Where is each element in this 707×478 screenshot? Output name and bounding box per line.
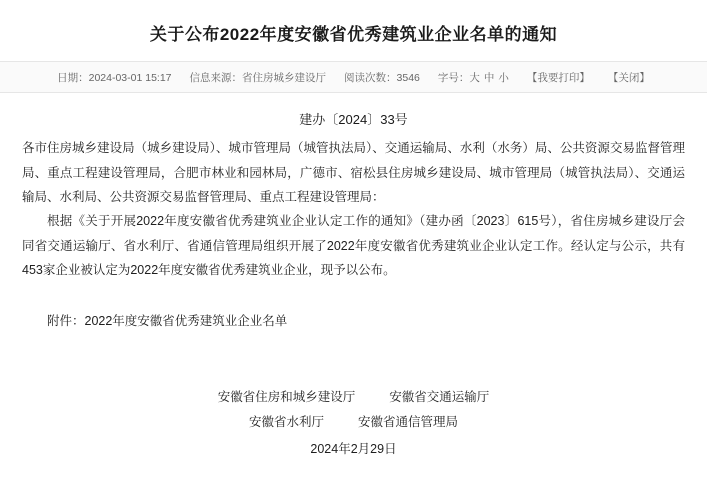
signature-date: 2024年2月29日 (310, 441, 397, 456)
font-size-label: 字号： (437, 71, 470, 84)
document-body (0, 93, 707, 462)
view-count (344, 70, 420, 85)
view-count-value: 3546 (396, 71, 420, 84)
body-paragraph: 根据《关于开展2022年度安徽省优秀建筑业企业认定工作的通知》（建办函〔2023〕615号），省住房城乡建设厅会同省交通运输厅、省水利厅、省通信管理局组织开展了2022年度安徽省优秀建筑业企业认定工作。经认定与公示，共有453家企业被认定为2022年度安徽省优秀建筑业企业，现予以公布。 (22, 214, 685, 278)
signer-housing-dept: 安徽省住房和城乡建设厅 (217, 389, 356, 404)
font-size-large[interactable]: 大 (469, 71, 480, 84)
document-number: 建办〔2024〕33号 (299, 112, 408, 127)
publish-date: 日期：2024-03-01 15:17 (57, 71, 172, 84)
font-size-medium[interactable]: 中 (483, 71, 495, 84)
print-button[interactable]: 【我要打印】 (526, 71, 590, 84)
signer-transport-dept: 安徽省交通运输厅 (389, 389, 490, 404)
font-size-control (438, 70, 509, 85)
font-size-small[interactable]: 小 (498, 71, 509, 84)
signer-water-dept: 安徽省水利厅 (248, 414, 324, 429)
meta-bar (0, 61, 707, 93)
signer-communications-dept: 安徽省通信管理局 (358, 414, 459, 429)
close-button[interactable]: 【关闭】 (607, 71, 650, 84)
page-title: 关于公布2022年度安徽省优秀建筑业企业名单的通知 (149, 25, 558, 44)
attachment-line: 附件：2022年度安徽省优秀建筑业企业名单 (47, 313, 288, 328)
signature-block (22, 385, 685, 462)
signature-line-2 (22, 410, 685, 435)
signature-line-1 (22, 385, 685, 410)
font-size-options (469, 70, 509, 85)
view-count-label: 阅读次数： (344, 71, 397, 84)
recipient-paragraph: 各市住房城乡建设局（城乡建设局）、城市管理局（城管执法局）、交通运输局、水利（水务）局、公共资源交易监督管理局、重点工程建设管理局，合肥市林业和园林局，广德市、宿松县住房城乡建设局、城市管理局（城管执法局）、交通运输局、水利局、公共资源交易监督管理局、重点工程建设管理局： (22, 141, 685, 205)
source-label: 信息来源：省住房城乡建设厅 (189, 71, 327, 84)
